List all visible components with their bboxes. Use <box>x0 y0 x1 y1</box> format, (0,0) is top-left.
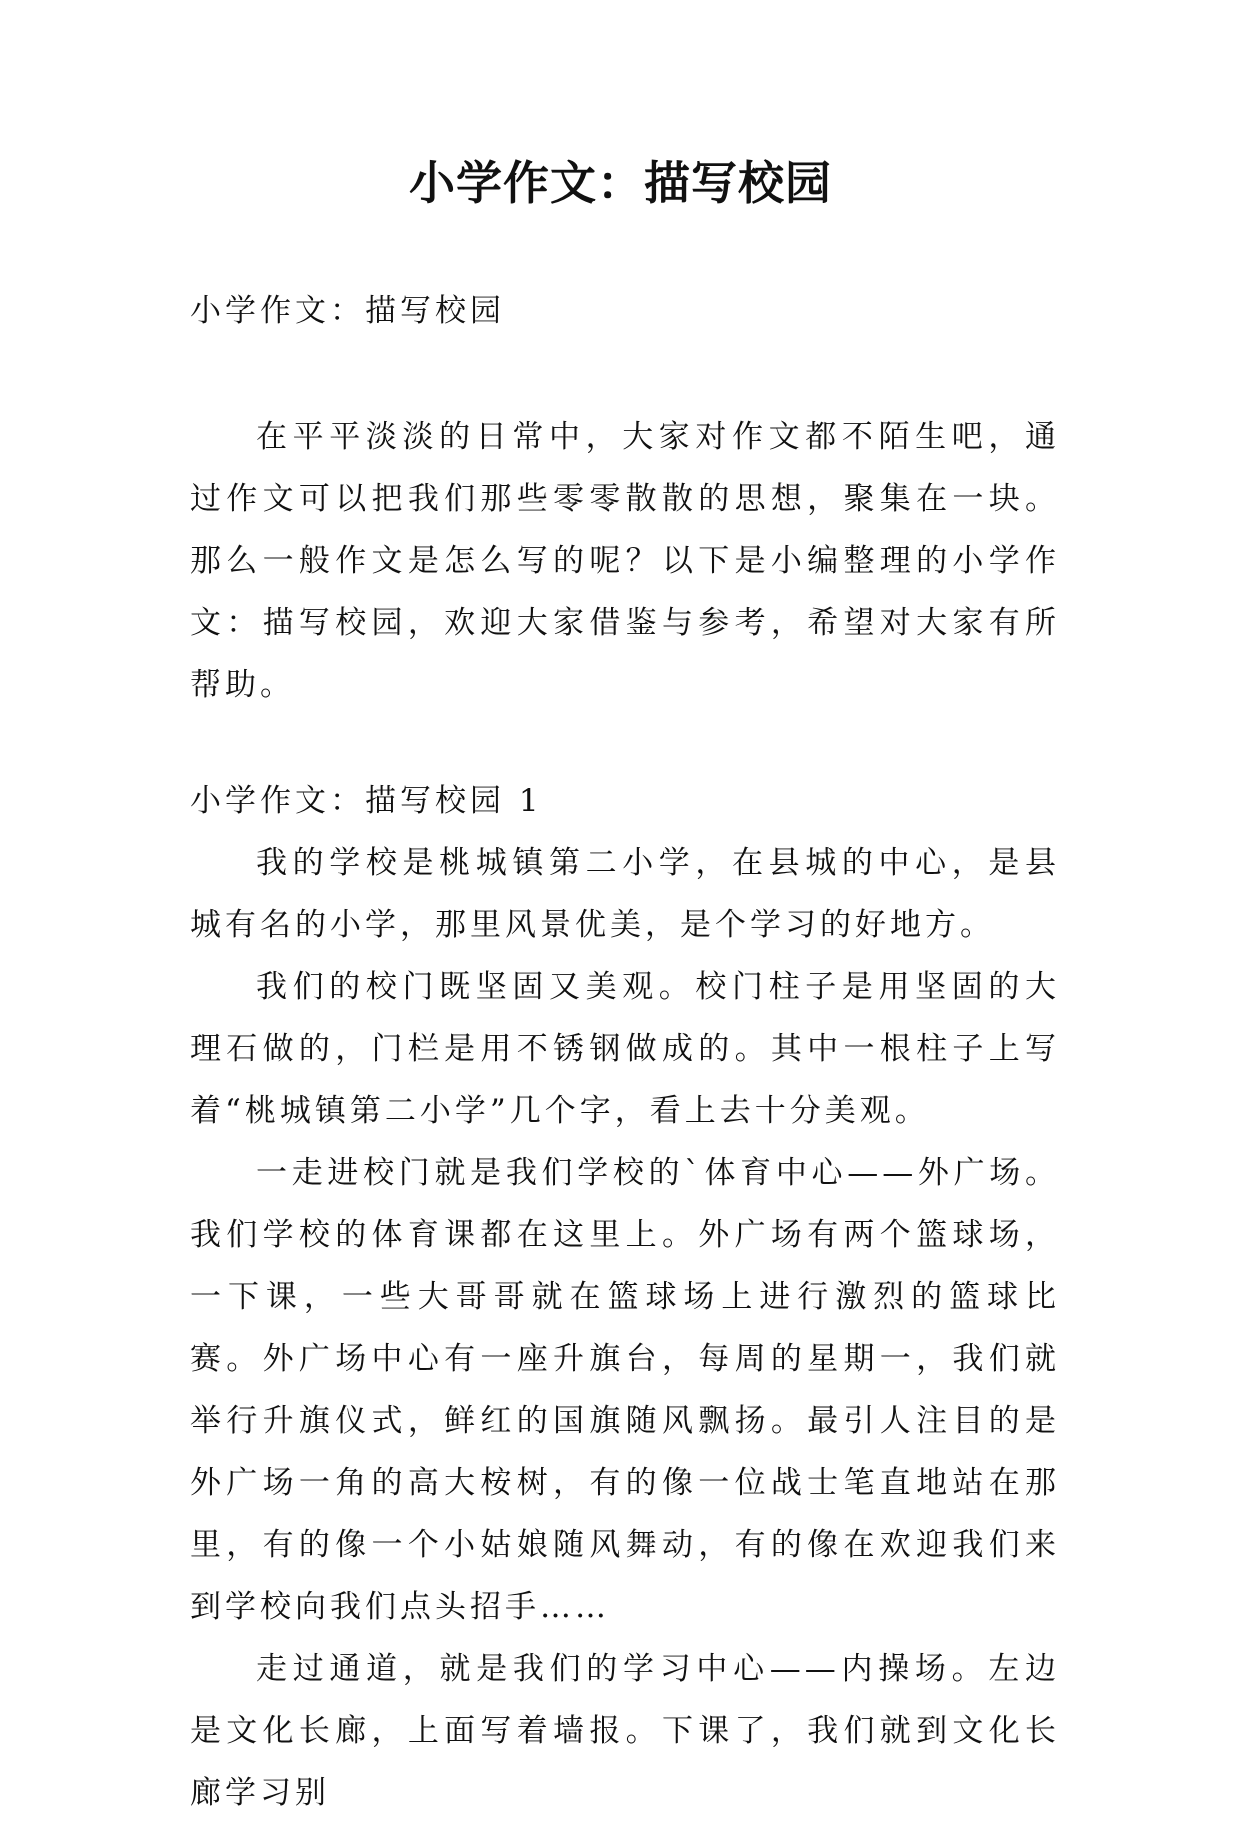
intro-paragraph: 在平平淡淡的日常中，大家对作文都不陌生吧，通过作文可以把我们那些零零散散的思想，聚集在一块。那么一般作文是怎么写的呢？以下是小编整理的小学作文：描写校园，欢迎大家借鉴与参考，希望对大家有所帮助。 <box>190 419 1060 703</box>
body-paragraph: 走过通道，就是我们的学习中心——内操场。左边是文化长廊，上面写着墙报。下课了，我们就到文化长廊学习别 <box>190 1651 1060 1811</box>
section-heading: 小学作文：描写校园 1 <box>190 783 543 819</box>
body-paragraph: 我的学校是桃城镇第二小学，在县城的中心，是县城有名的小学，那里风景优美，是个学习的好地方。 <box>190 845 1060 943</box>
document-subtitle: 小学作文：描写校园 <box>190 293 505 329</box>
spacer <box>190 716 1060 770</box>
document-body <box>190 280 1060 1824</box>
body-paragraph: 一走进校门就是我们学校的`体育中心——外广场。我们学校的体育课都在这里上。外广场有两个篮球场，一下课，一些大哥哥就在篮球场上进行激烈的篮球比赛。外广场中心有一座升旗台，每周的星期一，我们就举行升旗仪式，鲜红的国旗随风飘扬。最引人注目的是外广场一角的高大桉树，有的像一位战士笔直地站在那里，有的像一个小姑娘随风舞动，有的像在欢迎我们来到学校向我们点头招手…… <box>190 1155 1060 1625</box>
spacer <box>190 342 1060 406</box>
body-paragraph: 我们的校门既坚固又美观。校门柱子是用坚固的大理石做的，门栏是用不锈钢做成的。其中一根柱子上写着“桃城镇第二小学”几个字，看上去十分美观。 <box>190 969 1060 1129</box>
document-title: 小学作文：描写校园 <box>409 156 832 210</box>
